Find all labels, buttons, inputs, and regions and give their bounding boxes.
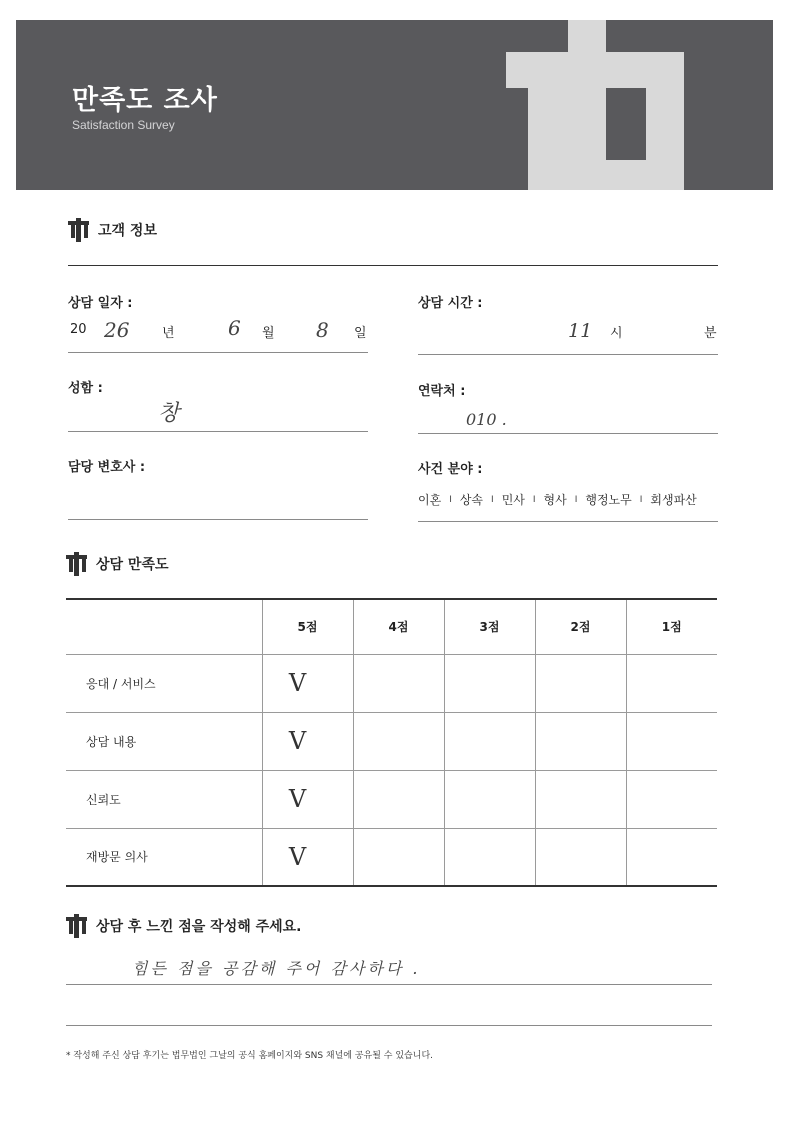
item-label: 재방문 의사 — [66, 828, 262, 886]
score-cell[interactable] — [626, 712, 717, 770]
section-customer-info — [68, 218, 157, 242]
score-cell[interactable] — [353, 770, 444, 828]
case-label: 사건 분야 : — [418, 462, 483, 477]
separator: I — [449, 494, 452, 505]
item-label: 응대 / 서비스 — [66, 654, 262, 712]
contact-label: 연락처 : — [418, 384, 466, 399]
case-option: 형사 — [543, 493, 567, 507]
score-cell[interactable] — [262, 654, 353, 712]
score-cell[interactable] — [535, 654, 626, 712]
header-cell: 3점 — [444, 599, 535, 654]
case-option: 행정노무 — [585, 493, 632, 507]
separator: I — [639, 494, 643, 505]
separator: I — [491, 494, 494, 505]
table-row — [66, 654, 717, 712]
score-cell[interactable] — [444, 712, 535, 770]
divider — [68, 265, 718, 266]
rating-table — [66, 598, 717, 887]
table-row — [66, 770, 717, 828]
date-underline — [68, 352, 368, 353]
day-unit: 일 — [354, 326, 367, 341]
firm-mark-icon — [68, 218, 90, 242]
score-cell[interactable] — [262, 828, 353, 886]
separator: I — [532, 494, 536, 505]
hour-unit: 시 — [610, 326, 623, 341]
section-title: 상담 만족도 — [96, 557, 169, 573]
date-label: 상담 일자 : — [68, 296, 133, 311]
check-mark: V — [288, 727, 307, 755]
month-unit: 월 — [262, 326, 275, 341]
header-cell: 2점 — [535, 599, 626, 654]
table-row — [66, 712, 717, 770]
contact-value: 010 . — [466, 410, 507, 429]
header-cell — [66, 599, 262, 654]
year-unit: 년 — [162, 326, 175, 341]
time-underline — [418, 354, 718, 355]
separator: I — [574, 494, 578, 505]
contact-underline — [418, 433, 718, 434]
section-feedback — [66, 914, 302, 938]
feedback-underline — [66, 1025, 712, 1026]
month-value: 6 — [228, 316, 241, 340]
header-banner — [16, 20, 773, 190]
page-title: 만족도 조사 — [72, 85, 218, 116]
score-cell[interactable] — [626, 770, 717, 828]
section-satisfaction — [66, 552, 169, 576]
score-cell[interactable] — [535, 770, 626, 828]
score-cell[interactable] — [262, 712, 353, 770]
item-label: 상담 내용 — [66, 712, 262, 770]
year-prefix: 20 — [70, 322, 87, 337]
time-label: 상담 시간 : — [418, 296, 483, 311]
section-title: 상담 후 느낀 점을 작성해 주세요. — [96, 919, 302, 935]
name-value: 창 — [158, 401, 180, 426]
score-cell[interactable] — [353, 654, 444, 712]
case-option: 이혼 — [418, 493, 442, 507]
year-value: 26 — [104, 318, 130, 342]
score-cell[interactable] — [626, 654, 717, 712]
score-cell[interactable] — [626, 828, 717, 886]
table-row — [66, 828, 717, 886]
score-cell[interactable] — [444, 770, 535, 828]
case-option: 회생파산 — [650, 493, 697, 507]
lawyer-label: 담당 변호사 : — [68, 460, 146, 475]
score-cell[interactable] — [535, 828, 626, 886]
table-header-row — [66, 599, 717, 654]
feedback-underline — [66, 984, 712, 985]
header-cell: 4점 — [353, 599, 444, 654]
case-field-options — [418, 491, 697, 508]
page-subtitle: Satisfaction Survey — [72, 118, 175, 132]
case-option: 민사 — [501, 493, 525, 507]
header-cell: 1점 — [626, 599, 717, 654]
check-mark: V — [288, 785, 307, 813]
check-mark: V — [288, 842, 307, 871]
name-label: 성함 : — [68, 381, 103, 396]
firm-mark-icon — [66, 552, 88, 576]
lawyer-underline — [68, 519, 368, 520]
header-cell: 5점 — [262, 599, 353, 654]
firm-mark-icon — [66, 914, 88, 938]
check-mark: V — [288, 669, 307, 697]
score-cell[interactable] — [353, 828, 444, 886]
minute-unit: 분 — [704, 326, 717, 341]
hour-value: 11 — [568, 320, 593, 342]
name-underline — [68, 431, 368, 432]
item-label: 신뢰도 — [66, 770, 262, 828]
score-cell[interactable] — [262, 770, 353, 828]
score-cell[interactable] — [353, 712, 444, 770]
footnote: * 작성해 주신 상담 후기는 법무법인 그날의 공식 홈페이지와 SNS 채널에 공유될 수 있습니다. — [66, 1051, 434, 1061]
firm-logo-icon — [506, 20, 746, 190]
feedback-value: 힘든 점을 공감해 주어 감사하다 . — [132, 959, 421, 978]
section-title: 고객 정보 — [98, 223, 157, 239]
score-cell[interactable] — [444, 654, 535, 712]
case-option: 상속 — [459, 493, 484, 507]
score-cell[interactable] — [535, 712, 626, 770]
day-value: 8 — [316, 318, 329, 342]
score-cell[interactable] — [444, 828, 535, 886]
case-underline — [418, 521, 718, 522]
